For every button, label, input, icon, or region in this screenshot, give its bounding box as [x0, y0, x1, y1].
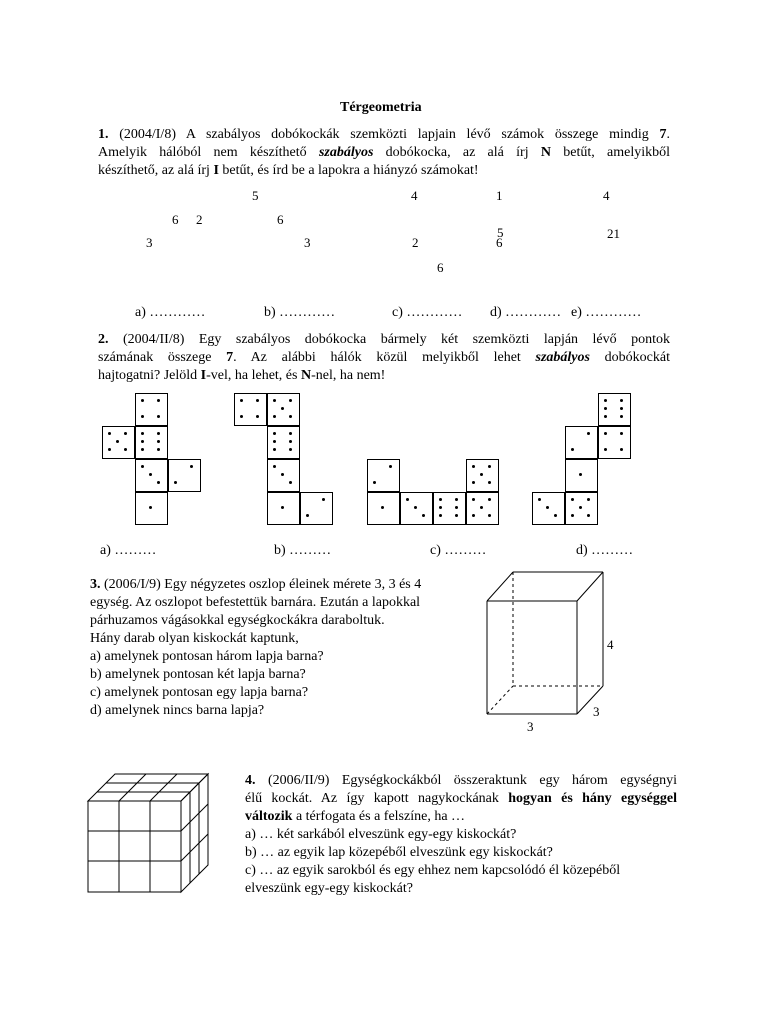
cube-grid-line: [150, 774, 177, 801]
net-number: 2: [412, 235, 419, 250]
p3-item-b: b) amelynek pontosan két lapja barna?: [90, 667, 306, 682]
cube-grid-line: [181, 804, 208, 831]
p1-answer-d: d) …………: [490, 305, 562, 320]
p2-number: 2.: [98, 332, 109, 347]
net-number: 21: [607, 226, 620, 241]
p1-answer-e: e) …………: [571, 305, 642, 320]
p4-text: [245, 772, 677, 898]
prism-dim-width: 3: [527, 719, 534, 734]
net-number: 5: [497, 225, 504, 240]
net-number: 2: [196, 212, 203, 227]
p1-answer-c: c) …………: [392, 305, 463, 320]
p4-item-c: c) … az egyik sarokból és egy ehhez nem kapcsolódó él közepéből: [245, 863, 621, 878]
p2-line-3: hajtogatni? Jelöld I-vel, ha lehet, és N-nel, ha nem!: [98, 368, 386, 383]
p4-line-2: élű kockát. Az így kapott nagykockának hogyan és hány egységgel: [245, 791, 677, 806]
net-number: 6: [172, 212, 179, 227]
p3-item-c: c) amelynek pontosan egy lapja barna?: [90, 685, 309, 700]
p1-line-3: készíthető, az alá írj I betűt, és írd be a lapokra a hiányzó számokat!: [98, 163, 479, 178]
net-number: 3: [146, 235, 153, 250]
p1-number: 1.: [98, 127, 109, 142]
p4-item-c-cont: elveszünk egy-egy kiskockát?: [245, 881, 413, 896]
p2-answer-d: d) ………: [576, 543, 634, 558]
p1-answer-b: b) …………: [264, 305, 336, 320]
prism-dim-height: 4: [607, 637, 614, 652]
p3-line-2: egység. Az oszlopot befestettük barnára. Ezután a lapokkal: [90, 595, 421, 610]
net-number: 5: [252, 188, 259, 203]
net-number: 3: [304, 235, 311, 250]
p3-item-a: a) amelynek pontosan három lapja barna?: [90, 649, 324, 664]
net-number: 6: [496, 235, 503, 250]
p2-answer-a: a) ………: [100, 543, 157, 558]
p3-item-d: d) amelynek nincs barna lapja?: [90, 703, 265, 718]
p4-line-3: változik a térfogata és a felszíne, ha …: [245, 809, 466, 824]
net-number: 4: [411, 188, 418, 203]
p3-line-1: 3. (2006/I/9) Egy négyzetes oszlop éleinek mérete 3, 3 és 4: [90, 577, 422, 592]
cube-grid-line: [119, 774, 146, 801]
p1-line-1: 1. (2004/I/8) A szabályos dobókockák szemközti lapjain lévő számok összege mindig 7.: [98, 127, 670, 142]
p4-item-a: a) … két sarkából elveszünk egy-egy kiskockát?: [245, 827, 517, 842]
p3-line-4: Hány darab olyan kiskockát kaptunk,: [90, 631, 299, 646]
p4-item-b: b) … az egyik lap közepéből elveszünk egy kiskockát?: [245, 845, 553, 860]
p2-answer-b: b) ………: [274, 543, 332, 558]
p2-line-2: számának összege 7. Az alábbi hálók közül melyikből lehet szabályos dobókockát: [98, 350, 670, 365]
p2-answer-c: c) ………: [430, 543, 487, 558]
cube-front-face: [88, 801, 181, 892]
net-number: 1: [496, 188, 503, 203]
prism-dim-depth: 3: [593, 704, 600, 719]
p4-number: 4.: [245, 773, 256, 788]
page-title: Térgeometria: [340, 100, 422, 115]
cube-grid-line: [181, 834, 208, 861]
net-number: 4: [603, 188, 610, 203]
p4-line-1: 4. (2006/II/9) Egységkockákból összeraktunk egy három egységnyi: [245, 773, 677, 788]
p1-answer-a: a) …………: [135, 305, 206, 320]
p1-line-2: Amelyik hálóból nem készíthető szabályos dobókocka, az alá írj N betűt, amelyikből: [98, 145, 671, 160]
p3-line-3: párhuzamos vágásokkal egységkockákra daraboltuk.: [90, 613, 385, 628]
p3-number: 3.: [90, 577, 101, 592]
net-number: 6: [277, 212, 284, 227]
p2-line-1: 2. (2004/II/8) Egy szabályos dobókocka bármely két szemközti lapján lévő pontok: [98, 332, 670, 347]
net-number: 6: [437, 260, 444, 275]
